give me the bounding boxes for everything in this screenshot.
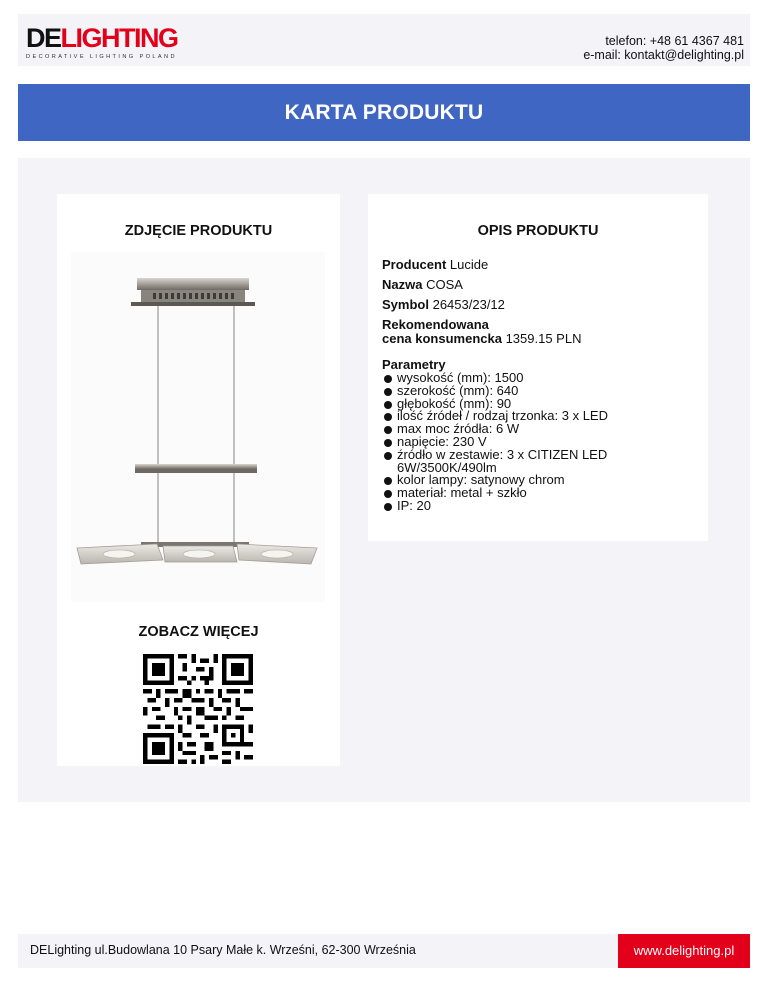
parameter-item: materiał: metal + szkło bbox=[382, 487, 700, 500]
qr-code-icon[interactable] bbox=[143, 654, 253, 764]
product-photo bbox=[71, 252, 325, 602]
logo-text-de: DE bbox=[26, 23, 61, 53]
company-address: DELighting ul.Budowlana 10 Psary Małe k. Wrześni, 62-300 Września bbox=[30, 943, 416, 957]
price-label-line1: Rekomendowana bbox=[382, 317, 489, 332]
producer-value: Lucide bbox=[449, 257, 489, 272]
company-logo[interactable] bbox=[26, 24, 186, 64]
contact-info bbox=[583, 34, 744, 62]
photo-heading: ZDJĘCIE PRODUKTU bbox=[124, 223, 273, 239]
parameter-item: napięcie: 230 V bbox=[382, 436, 700, 449]
logo-tagline: DECORATIVE LIGHTING POLAND bbox=[26, 54, 177, 60]
name-label: Nazwa bbox=[382, 277, 423, 292]
producer-label: Producent bbox=[382, 257, 447, 272]
page-title: KARTA PRODUKTU bbox=[18, 84, 750, 141]
price-row bbox=[382, 318, 700, 346]
symbol-row bbox=[382, 298, 700, 312]
parameters-list bbox=[382, 372, 700, 513]
parameter-item: kolor lampy: satynowy chrom bbox=[382, 474, 700, 487]
page-footer bbox=[18, 934, 750, 968]
parameter-item: głębokość (mm): 90 bbox=[382, 398, 700, 411]
see-more-heading: ZOBACZ WIĘCEJ bbox=[138, 624, 259, 640]
description-heading: OPIS PRODUKTU bbox=[477, 223, 599, 239]
product-details bbox=[382, 258, 700, 513]
producer-row bbox=[382, 258, 700, 272]
page-header bbox=[18, 14, 750, 66]
main-panel bbox=[18, 158, 750, 802]
parameter-item: IP: 20 bbox=[382, 500, 700, 513]
parameters-title: Parametry bbox=[382, 357, 446, 372]
parameter-item: szerokość (mm): 640 bbox=[382, 385, 700, 398]
phone-text[interactable]: telefon: +48 61 4367 481 bbox=[605, 34, 744, 48]
parameter-item: wysokość (mm): 1500 bbox=[382, 372, 700, 385]
website-link[interactable]: www.delighting.pl bbox=[618, 934, 750, 968]
price-value: 1359.15 PLN bbox=[505, 331, 582, 346]
parameter-item: max moc źródła: 6 W bbox=[382, 423, 700, 436]
price-label-line2: cena konsumencka bbox=[382, 331, 502, 346]
symbol-label: Symbol bbox=[382, 297, 429, 312]
name-row bbox=[382, 278, 700, 292]
email-text[interactable]: e-mail: kontakt@delighting.pl bbox=[583, 48, 744, 62]
name-value: COSA bbox=[426, 277, 463, 292]
parameter-item: ilość źródeł / rodzaj trzonka: 3 x LED bbox=[382, 410, 700, 423]
parameter-item: źródło w zestawie: 3 x CITIZEN LED 6W/3500K/490lm bbox=[382, 449, 700, 475]
symbol-value: 26453/23/12 bbox=[432, 297, 505, 312]
logo-wordmark bbox=[26, 24, 186, 52]
photo-card bbox=[57, 194, 340, 766]
logo-text-lighting: LIGHTING bbox=[60, 23, 178, 53]
description-card bbox=[368, 194, 708, 541]
